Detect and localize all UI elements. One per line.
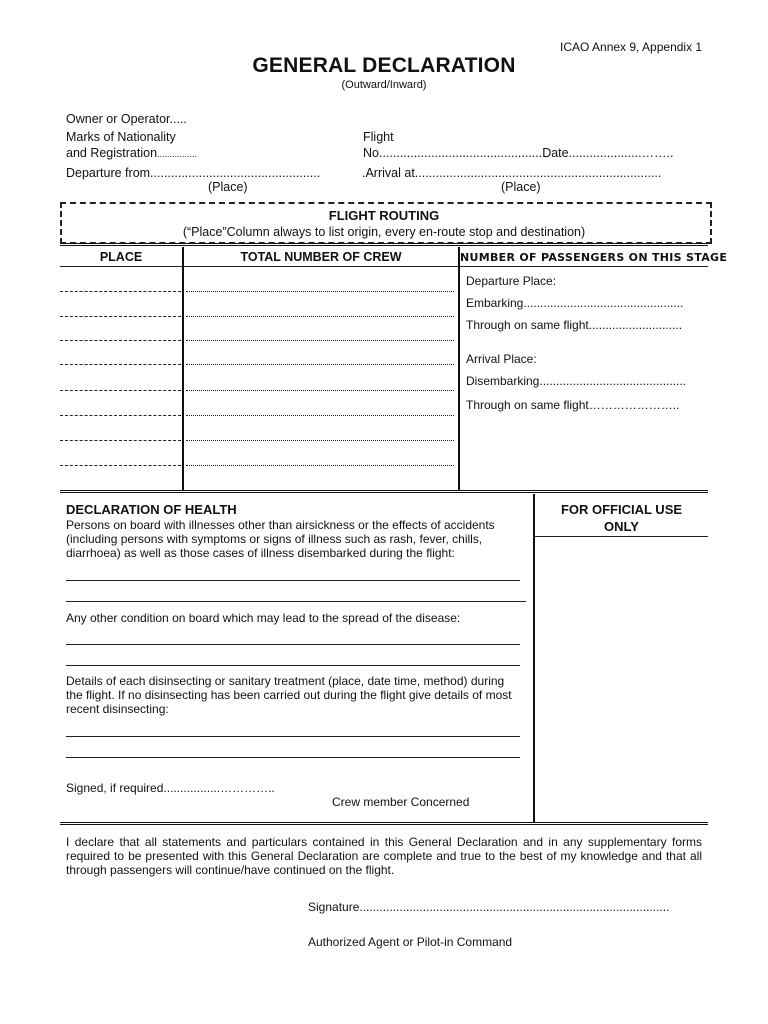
crew-row-line[interactable] [186, 465, 454, 466]
crew-row-line[interactable] [186, 291, 454, 292]
place-row-line[interactable] [60, 465, 181, 466]
flight-label: Flight [363, 130, 394, 144]
official-use-divider [533, 494, 535, 823]
health-paragraph-2: Any other condition on board which may lead to the spread of the disease: [66, 611, 461, 625]
place-row-line[interactable] [60, 415, 181, 416]
place-row-line[interactable] [60, 390, 181, 391]
health-answer-line[interactable] [66, 580, 520, 581]
place-row-line[interactable] [60, 364, 181, 365]
table-top-border [60, 243, 708, 246]
authorized-agent-caption: Authorized Agent or Pilot-in Command [308, 935, 513, 949]
column-header-passengers: NUMBER OF PASSENGERS ON THIS STAGE [460, 251, 728, 264]
crew-row-line[interactable] [186, 364, 454, 365]
health-section-top-border [60, 490, 708, 493]
flight-routing-note: (“Place”Column always to list origin, every en-route stop and destination) [182, 225, 586, 239]
flight-routing-title: FLIGHT ROUTING [328, 208, 440, 223]
official-use-header-border [535, 536, 708, 537]
health-paragraph-3: Details of each disinsecting or sanitary treatment (place, date time, method) during the flight. If no disinsecting has been carried out during the flight give details of most recent disinsecting: [66, 674, 512, 716]
table-header-border [60, 266, 708, 267]
through-same-flight-field-1[interactable]: Through on same flight............................ [466, 318, 683, 332]
flight-no-date-field[interactable]: No...............................................Date.....................…….. [363, 146, 674, 160]
place-row-line[interactable] [60, 291, 181, 292]
official-use-line1: FOR OFFICIAL USE [560, 502, 683, 517]
declaration-top-border [60, 822, 708, 825]
place-row-line[interactable] [60, 316, 181, 317]
marks-label-line2: and Registration [66, 146, 158, 160]
owner-operator-field[interactable]: Owner or Operator..... [66, 112, 187, 126]
through-same-flight-field-2[interactable]: Through on same flight………………….. [466, 398, 680, 412]
signature-field[interactable]: Signature............................................................................................. [308, 900, 670, 914]
crew-row-line[interactable] [186, 415, 454, 416]
disembarking-field[interactable]: Disembarking............................................ [466, 374, 687, 388]
table-divider-1 [182, 247, 184, 491]
declaration-text: I declare that all statements and particulars contained in this General Declaration and in any supplementary forms required to be presented with this General Declaration are complete and true to the best of my knowledge and that all through passengers will continue/have continued on the flight. [66, 835, 702, 877]
page-title: GENERAL DECLARATION [252, 54, 516, 77]
embarking-field[interactable]: Embarking................................................ [466, 296, 684, 310]
column-header-place: PLACE [99, 250, 143, 264]
marks-label-line1: Marks of Nationality [66, 130, 176, 144]
marks-dots: ................ [157, 149, 198, 159]
crew-row-line[interactable] [186, 390, 454, 391]
health-answer-line[interactable] [66, 601, 526, 602]
condition-answer-line[interactable] [66, 665, 520, 666]
table-divider-2 [458, 247, 460, 491]
signed-if-required-field[interactable]: Signed, if required.................………….. [66, 781, 275, 795]
crew-row-line[interactable] [186, 316, 454, 317]
health-section-title: DECLARATION OF HEALTH [66, 502, 237, 517]
departure-place-label: Departure Place: [466, 274, 557, 288]
departure-place-caption: (Place) [208, 180, 248, 194]
arrival-place-caption: (Place) [501, 180, 541, 194]
crew-member-caption: Crew member Concerned [332, 795, 470, 809]
marks-field[interactable] [66, 146, 197, 160]
arrival-at-field[interactable]: .Arrival at....................................................................... [362, 166, 662, 180]
condition-answer-line[interactable] [66, 644, 520, 645]
arrival-place-label: Arrival Place: [466, 352, 537, 366]
column-header-crew: TOTAL NUMBER OF CREW [240, 250, 402, 264]
official-use-line2: ONLY [604, 519, 639, 534]
departure-from-field[interactable]: Departure from................................................. [66, 166, 321, 180]
place-row-line[interactable] [60, 440, 181, 441]
form-reference: ICAO Annex 9, Appendix 1 [560, 40, 703, 54]
crew-row-line[interactable] [186, 440, 454, 441]
health-paragraph-1: Persons on board with illnesses other than airsickness or the effects of accidents (including persons with symptoms or signs of illness such as rash, fever, chills, diarrhoea) as well as those cases of illness disembarked during the flight: [66, 518, 495, 560]
disinsecting-answer-line[interactable] [66, 736, 520, 737]
disinsecting-answer-line[interactable] [66, 757, 520, 758]
crew-row-line[interactable] [186, 340, 454, 341]
page-subtitle: (Outward/Inward) [341, 79, 427, 91]
place-row-line[interactable] [60, 340, 181, 341]
